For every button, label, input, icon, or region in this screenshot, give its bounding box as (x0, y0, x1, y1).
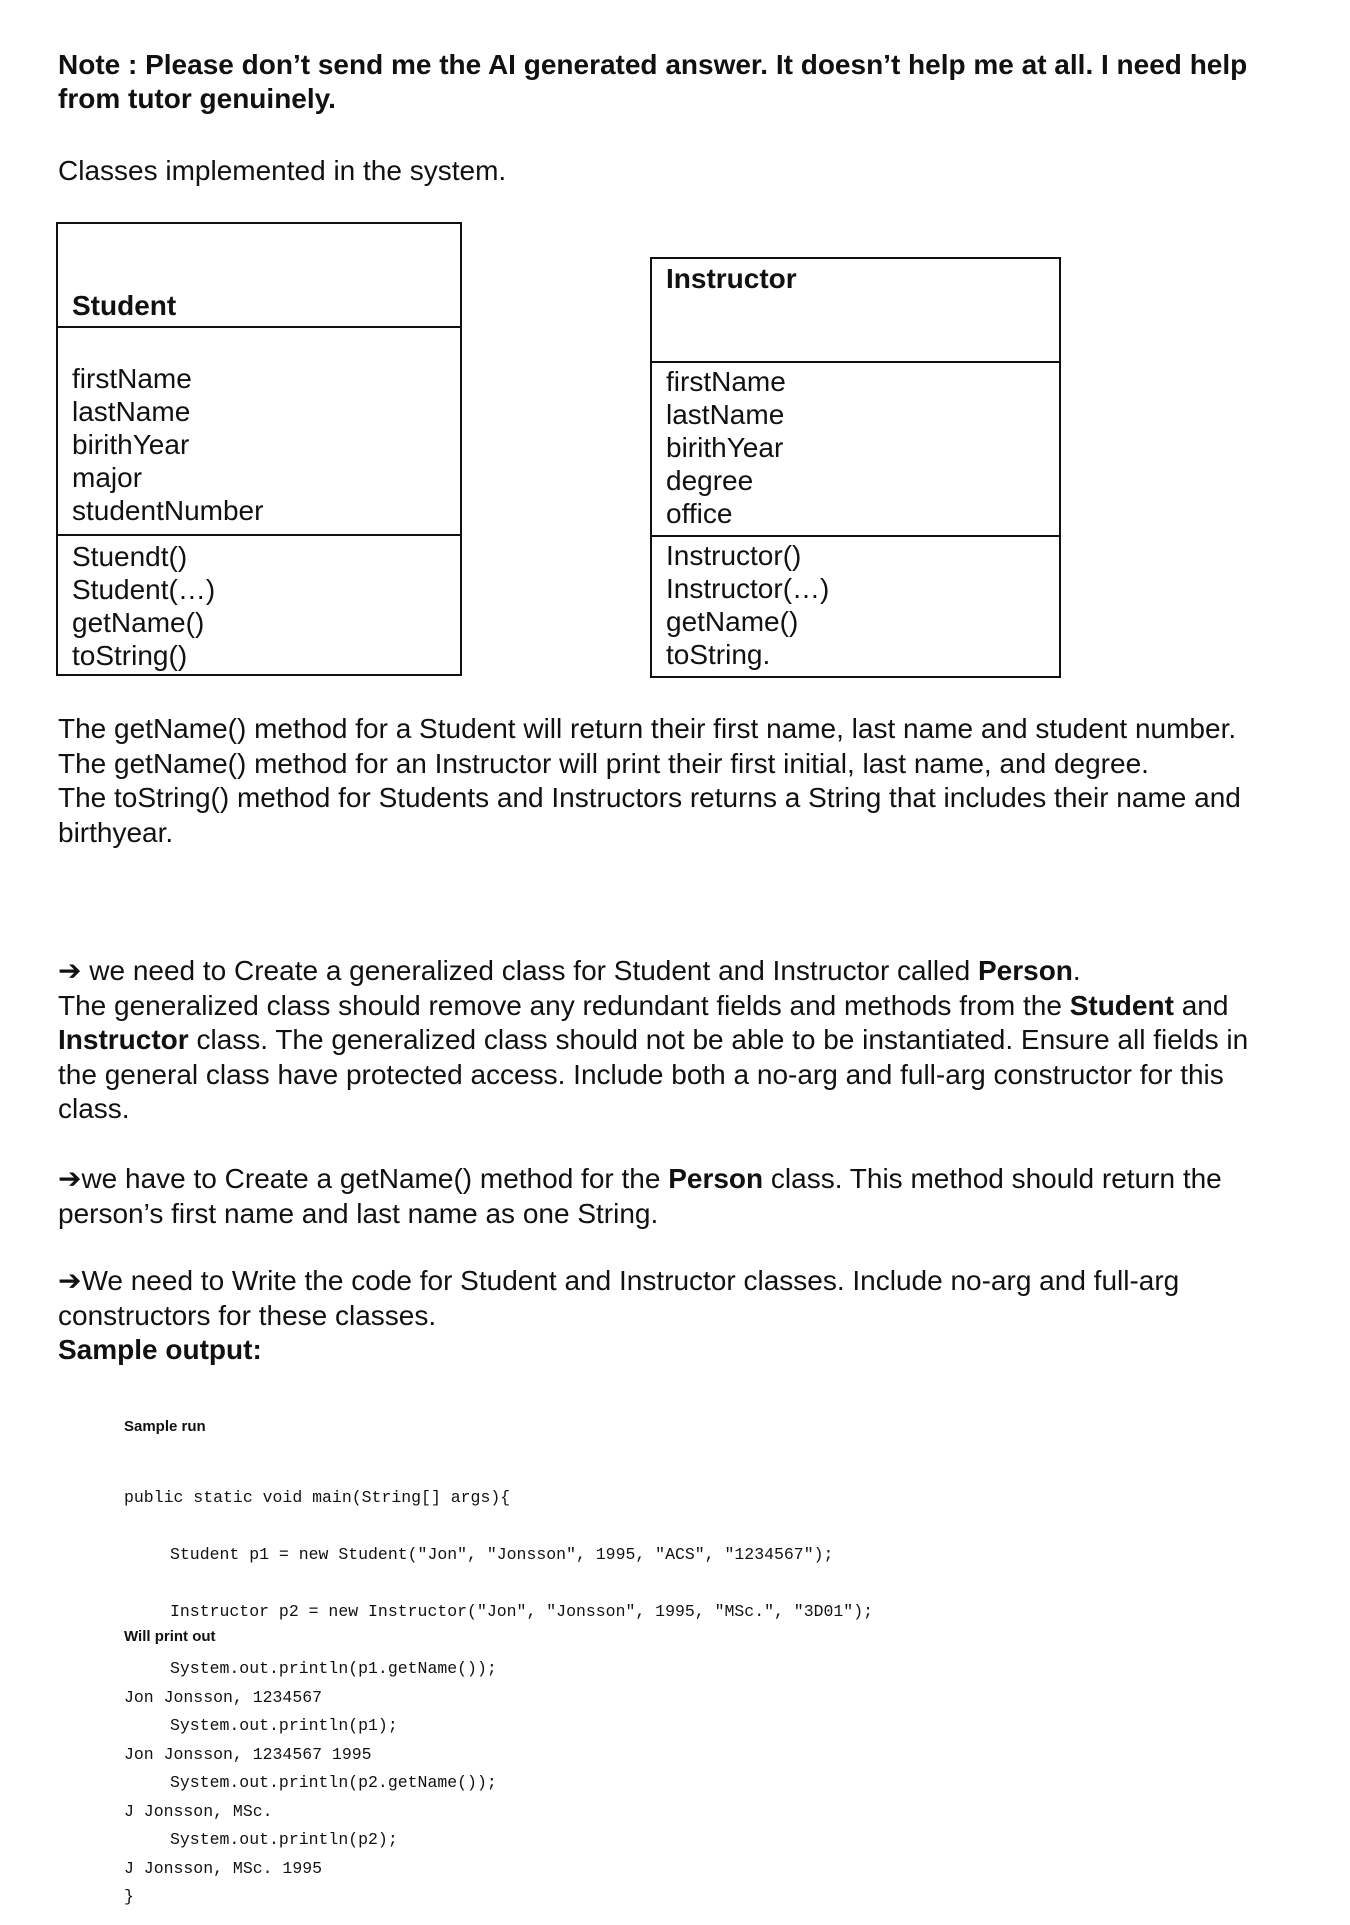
task-text: The generalized class should remove any redundant fields and methods from the (58, 989, 1070, 1021)
task-text: class. The generalized class should not be able to be instantiated. Ensure all fields in the general class have protected access. Include both a no-arg and full-arg constructor for this class. (58, 1024, 1249, 1124)
code-line: System.out.println(p2); (170, 1830, 398, 1849)
student-method: toString() (72, 640, 188, 671)
student-fields (58, 328, 460, 536)
student-class-box (56, 222, 462, 676)
student-method: Student(…) (72, 574, 216, 605)
note-text: Note : Please don’t send me the AI generated answer. It doesn’t help me at all. I need help from tutor genuinely. (58, 49, 1248, 114)
student-methods (58, 536, 460, 674)
task-bold: Instructor (58, 1024, 189, 1055)
output-line: J Jonsson, MSc. 1995 (124, 1859, 323, 1878)
student-class-header (58, 224, 460, 328)
task-text: ➔we have to Create a getName() method for the (58, 1163, 669, 1194)
instructor-field: birithYear (666, 432, 784, 463)
will-print-label: Will print out (124, 1628, 216, 1645)
instructor-class-title: Instructor (666, 263, 797, 294)
code-line: Student p1 = new Student("Jon", "Jonsson", 1995, "ACS", "1234567"); (170, 1545, 834, 1564)
description-line: The getName() method for an Instructor will print their first initial, last name, and degree. (58, 747, 1149, 779)
description-line: The getName() method for a Student will return their first name, last name and student number. (58, 713, 1237, 744)
description-line: The toString() method for Students and Instructors returns a String that includes their name and birthyear. (58, 782, 1241, 848)
instructor-field: firstName (666, 366, 786, 397)
student-field: lastName (72, 396, 191, 427)
instructor-field: degree (666, 465, 754, 496)
instructor-method: toString. (666, 639, 771, 670)
task-text: class. This method should return the person’s first name and last name as one String. (58, 1163, 1222, 1229)
task-person-class (58, 954, 1288, 1127)
task-text: . (1072, 955, 1081, 986)
task-text: and (1173, 989, 1229, 1021)
instructor-methods (652, 537, 1059, 671)
task-bold: Person (977, 955, 1073, 986)
student-field: studentNumber (72, 495, 264, 526)
student-field: birithYear (72, 429, 190, 460)
student-field: major (72, 462, 143, 493)
sample-output-label: Sample output: (58, 1334, 262, 1365)
task-bold: Student (1069, 989, 1174, 1021)
instructor-field: office (666, 498, 733, 529)
student-method: Stuendt() (72, 541, 188, 572)
task-text: ➔ we need to Create a generalized class for Student and Instructor called (58, 955, 978, 986)
task-bold: Person (668, 1163, 764, 1194)
output-line: Jon Jonsson, 1234567 (124, 1688, 323, 1707)
instructor-field: lastName (666, 399, 785, 430)
code-line: System.out.println(p1.getName()); (170, 1659, 497, 1678)
output-line: Jon Jonsson, 1234567 1995 (124, 1745, 372, 1764)
output-block (124, 1650, 372, 1897)
task-write-code: ➔We need to Write the code for Student and Instructor classes. Include no-arg and full-arg constructors for these classes. (58, 1265, 1180, 1331)
intro-text: Classes implemented in the system. (58, 155, 507, 186)
instructor-class-box (650, 257, 1061, 678)
task-getname (58, 1162, 1288, 1231)
code-line: System.out.println(p1); (170, 1716, 398, 1735)
sample-run-label: Sample run (124, 1418, 206, 1435)
instructor-method: Instructor(…) (666, 573, 830, 604)
code-line: } (124, 1887, 134, 1906)
code-line: Instructor p2 = new Instructor("Jon", "Jonsson", 1995, "MSc.", "3D01"); (170, 1602, 874, 1621)
instructor-method: getName() (666, 606, 799, 637)
student-field: firstName (72, 363, 192, 394)
method-description (58, 712, 1288, 850)
student-method: getName() (72, 607, 205, 638)
instructor-class-header (652, 259, 1059, 363)
code-line: public static void main(String[] args){ (124, 1488, 511, 1507)
student-class-title: Student (72, 290, 177, 321)
instructor-fields (652, 363, 1059, 537)
instructor-method: Instructor() (666, 540, 802, 571)
output-line: J Jonsson, MSc. (124, 1802, 273, 1821)
code-line: System.out.println(p2.getName()); (170, 1773, 497, 1792)
